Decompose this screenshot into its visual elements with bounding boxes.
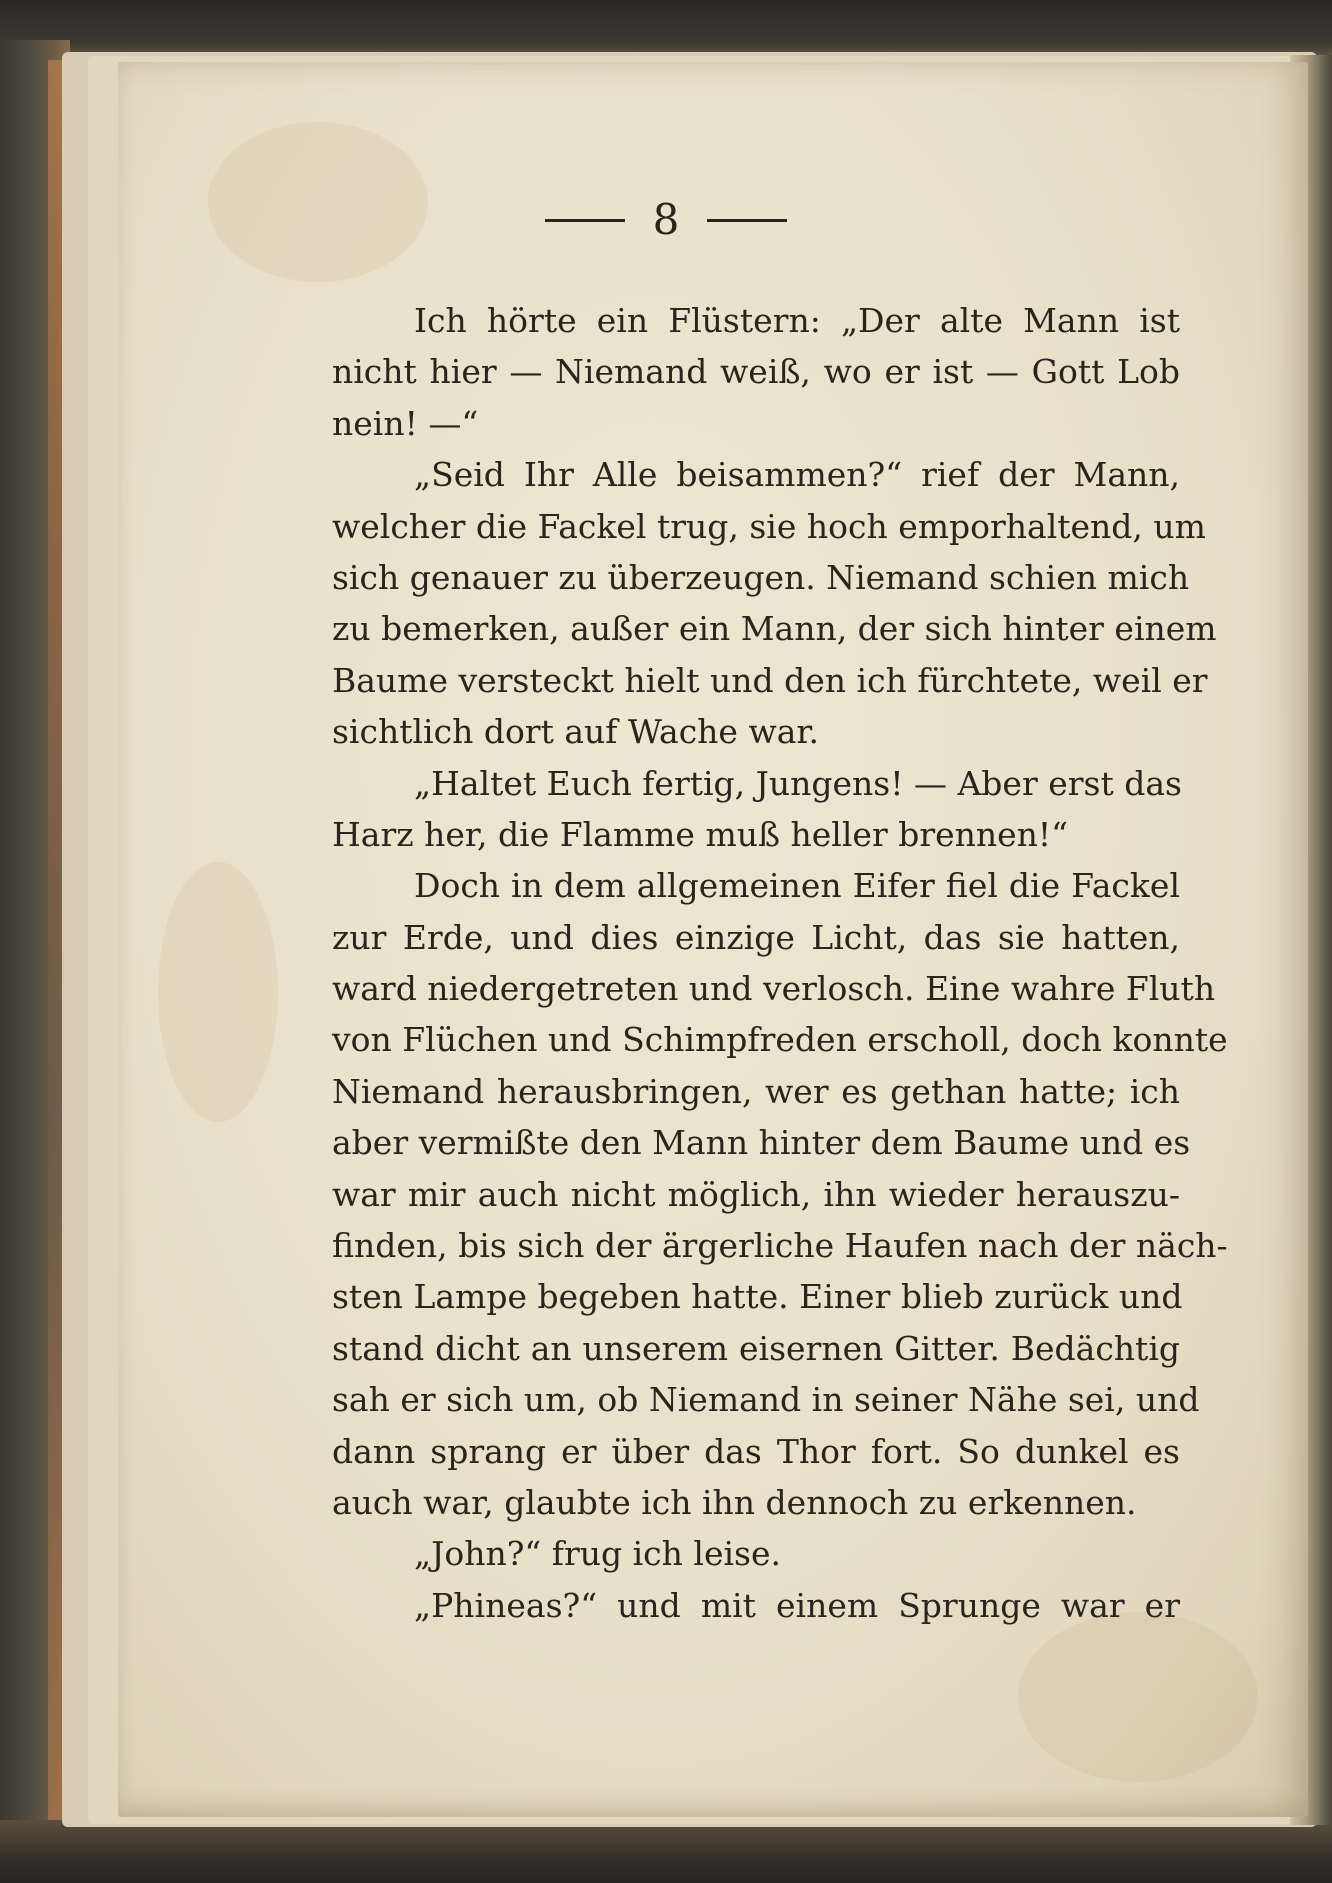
book-cover-top: [0, 0, 1332, 60]
text-line: nein! —“: [332, 403, 479, 443]
text-line: auch war, glaubte ich ihn dennoch zu erkennen.: [332, 1482, 1137, 1522]
text-line: Niemand herausbringen, wer es gethan hatte; ich: [332, 1071, 1180, 1111]
text-line: dann sprang er über das Thor fort. So dunkel es: [332, 1431, 1180, 1471]
text-line: finden, bis sich der ärgerliche Haufen nach der näch-: [332, 1226, 1228, 1266]
text-line: stand dicht an unserem eisernen Gitter. Bedächtig: [332, 1328, 1180, 1368]
text-line: „Seid Ihr Alle beisammen?“ rief der Mann,: [414, 455, 1180, 495]
text-line: „Phineas?“ und mit einem Sprunge war er: [414, 1585, 1180, 1625]
text-line: war mir auch nicht möglich, ihn wieder herauszu-: [332, 1174, 1180, 1214]
text-line: sah er sich um, ob Niemand in seiner Nähe sei, und: [332, 1380, 1200, 1420]
text-line: „John?“ frug ich leise.: [414, 1534, 781, 1574]
text-line: aber vermißte den Mann hinter dem Baume und es: [332, 1123, 1191, 1163]
text-line: zu bemerken, außer ein Mann, der sich hinter einem: [332, 609, 1217, 649]
body-text: [332, 295, 1228, 1631]
book-cover-bottom: [0, 1820, 1332, 1883]
text-line: sten Lampe begeben hatte. Einer blieb zurück und: [332, 1277, 1183, 1317]
text-line: sichtlich dort auf Wache war.: [332, 712, 820, 752]
text-line: Ich hörte ein Flüstern: „Der alte Mann ist: [414, 301, 1180, 340]
header-dash-right: [707, 219, 787, 222]
text-line: Harz her, die Flamme muß heller brennen!“: [332, 814, 1069, 854]
page-header: [0, 190, 1332, 250]
text-line: von Flüchen und Schimpfreden erscholl, doch konnte: [332, 1020, 1228, 1060]
text-line: ward niedergetreten und verlosch. Eine wahre Fluth: [332, 969, 1216, 1009]
text-line: zur Erde, und dies einzige Licht, das sie hatten,: [332, 917, 1180, 957]
text-line: welcher die Fackel trug, sie hoch emporhaltend, um: [332, 506, 1206, 546]
page-number: 8: [652, 195, 680, 244]
text-line: Baume versteckt hielt und den ich fürchtete, weil er: [332, 660, 1208, 700]
text-line: „Haltet Euch fertig, Jungens! — Aber erst das: [414, 763, 1182, 803]
text-line: sich genauer zu überzeugen. Niemand schien mich: [332, 557, 1190, 597]
header-dash-left: [545, 219, 625, 222]
paper-stain: [158, 862, 278, 1122]
paper-stain: [1018, 1612, 1258, 1782]
text-line: nicht hier — Niemand weiß, wo er ist — Gott Lob: [332, 352, 1180, 392]
text-line: Doch in dem allgemeinen Eifer fiel die Fackel: [414, 866, 1180, 906]
